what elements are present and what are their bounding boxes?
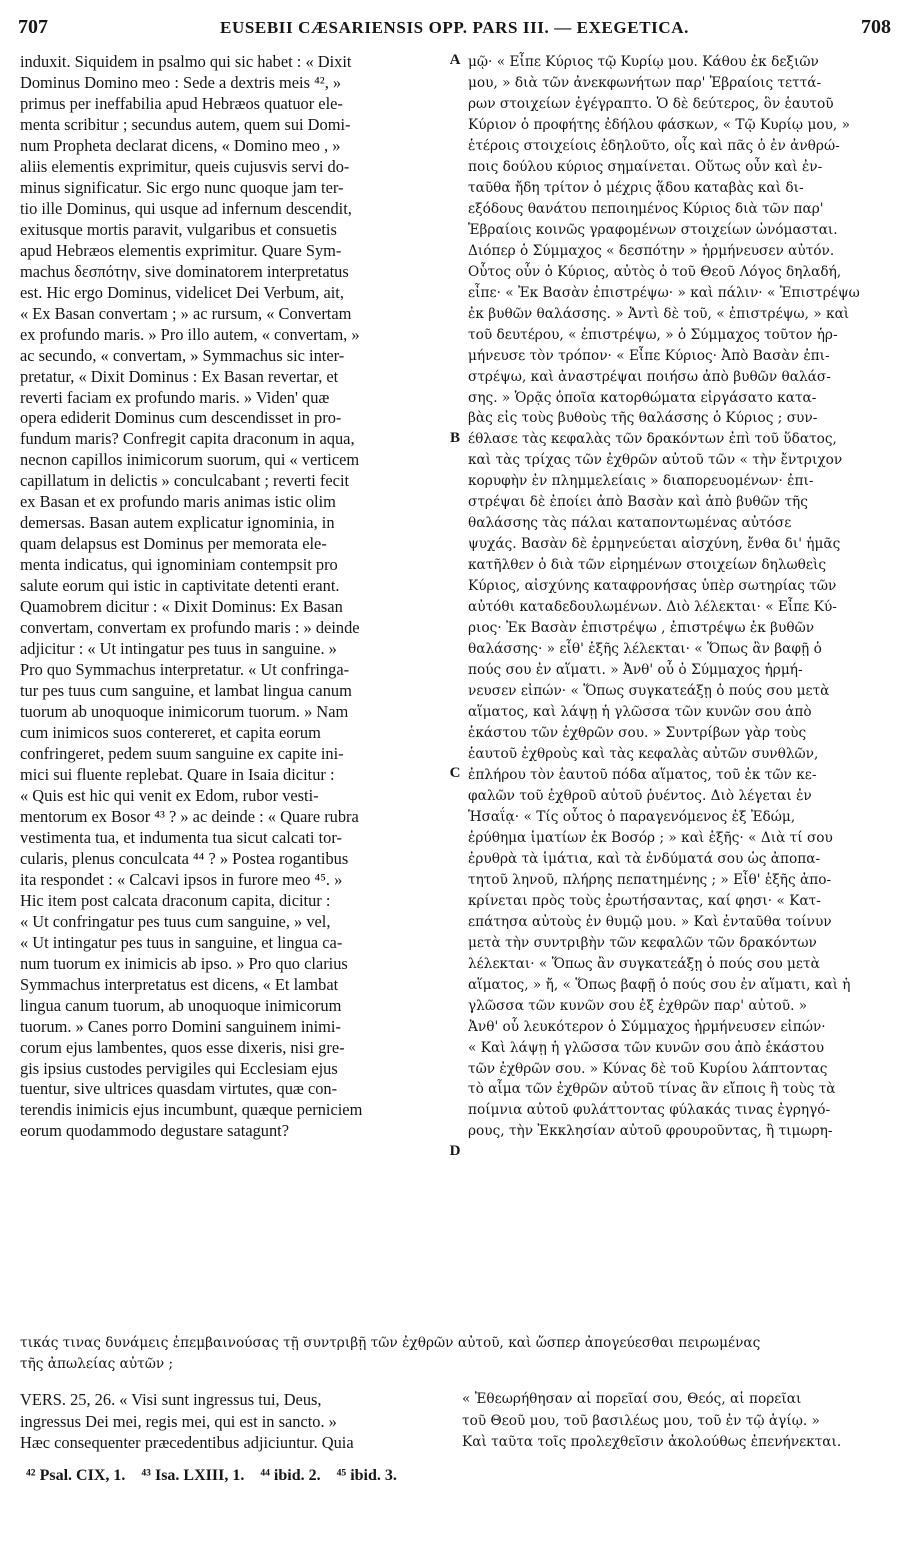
- margin-marker: D: [449, 1142, 461, 1159]
- verse-greek-line: τοῦ Θεοῦ μου, τοῦ βασιλέως μου, τοῦ ἐν τῷ ἁγίῳ. »: [462, 1412, 820, 1429]
- latin-text-line: primus per ineffabilia apud Hebræos quatuor ele-: [20, 93, 343, 113]
- greek-text-line: Κύριος, αἰσχύνης καταφρονήσας ὑπὲρ σωτηρίας τῶν: [468, 578, 837, 595]
- footnote: ⁴⁴ ibid. 2.: [260, 1467, 321, 1484]
- full-width-text-line: τῆς ἀπωλείας αὐτῶν ;: [20, 1356, 174, 1372]
- page-number-right: 708: [861, 16, 891, 38]
- latin-text-line: « Ut confringatur pes tuus cum sanguine, » vel,: [20, 911, 331, 931]
- greek-text-line: ψυχάς. Βασὰν δὲ ἑρμηνεύεται αἰσχύνη, ἔνθα δι' ἡμᾶς: [468, 536, 841, 553]
- greek-text-line: πούς σου ἐν αἵματι. » Ἀνθ' οὗ ὁ Σύμμαχος ἡρμή-: [468, 662, 803, 679]
- greek-text-line: νευσεν εἰπών· « Ὅπως συγκατεάξῃ ὁ πούς σου μετὰ: [468, 683, 830, 700]
- greek-text-line: ἐκ βυθῶν θαλάσσης. » Ἀντὶ δὲ τοῦ, « ἐπιστρέψω, » καὶ: [468, 305, 850, 322]
- verse-latin-line: ingressus Dei mei, regis mei, qui est in sancto. »: [20, 1411, 337, 1431]
- verse-greek-line: « Ἐθεωρήθησαν αἱ πορεῖαί σου, Θεός, αἱ πορεῖαι: [462, 1391, 802, 1407]
- latin-text-line: tur pes tuus cum sanguine, et lambat lingua canum: [20, 681, 352, 701]
- greek-text-line: αἵματος, καὶ λάψῃ ἡ γλῶσσα τῶν κυνῶν σου ἀπὸ: [468, 704, 812, 721]
- latin-text-line: reverti faciam ex profundo maris. » Viden' quæ: [20, 387, 330, 407]
- latin-text-line: cularis, plenus conculcata ⁴⁴ ? » Postea rogantibus: [20, 848, 349, 868]
- greek-text-line: λέλεκται· « Ὅπως ἂν συγκατεάξῃ ὁ πούς σου μετὰ: [468, 955, 820, 972]
- latin-text-line: menta scribitur ; secundus autem, quem sui Domi-: [20, 114, 351, 134]
- latin-text-line: Hic item post calcata draconum capita, dicitur :: [20, 890, 331, 910]
- verse-latin-line: VERS. 25, 26. « Visi sunt ingressus tui, Deus,: [20, 1390, 322, 1409]
- greek-text-line: ποις δούλου κύριος σημαίνεται. Οὕτως οὖν καὶ ἐν-: [468, 158, 823, 175]
- margin-marker: B: [449, 429, 460, 446]
- latin-text-line: confringeret, pedem suum sanguine ex capite ini-: [20, 743, 344, 763]
- latin-text-line: ita respondet : « Calcavi ipsos in furore meo ⁴⁵. »: [20, 869, 343, 889]
- latin-text-line: salute eorum qui istic in captivitate detenti erant.: [20, 576, 340, 596]
- latin-text-line: minus significatur. Sic ergo nunc quoque jam ter-: [20, 177, 344, 197]
- latin-text-line: fundum maris? Confregit capita draconum in aqua,: [20, 429, 355, 449]
- greek-text-line: τητοῦ ληνοῦ, πλήρης πεπατημένης ; » Εἶθ' ἑξῆς ἀπο-: [468, 871, 832, 888]
- greek-text-line: στρέψαι δὲ ἐποίει ἀπὸ Βασὰν καὶ ἀπὸ βυθῶν τῆς: [468, 494, 808, 511]
- latin-text-line: corum ejus lambentes, quos esse dixeris, nisi gre-: [20, 1037, 345, 1057]
- greek-text-line: Ἡσαΐᾳ· « Τίς οὗτος ὁ παραγενόμενος ἐξ Ἐδώμ,: [468, 808, 796, 825]
- latin-text-line: quam delapsus est Dominus per memorata ele-: [20, 534, 327, 554]
- greek-text-line: σης. » Ὁρᾷς ὁποῖα κατορθώματα εἰργάσατο κατα-: [468, 389, 817, 406]
- latin-text-line: demersas. Basan autem explicatur ignominia, in: [20, 513, 335, 533]
- latin-text-line: convertam, convertam ex profundo maris : » deinde: [20, 618, 360, 638]
- latin-text-line: num Propheta declarat dicens, « Domino meo , »: [20, 135, 341, 155]
- verse-greek-line: Καὶ ταῦτα τοῖς προλεχθεῖσιν ἀκολούθως ἐπενήνεκται.: [462, 1434, 842, 1450]
- greek-text-line: ρων στοιχείων ἐγέγραπτο. Ὁ δὲ δεύτερος, ὃν ἑαυτοῦ: [468, 95, 834, 112]
- greek-text-line: ταῦθα ἤδη τρίτον ὁ μέχρις ᾅδου καταβὰς καὶ δι-: [468, 179, 804, 196]
- greek-text-line: ρους, τὴν Ἐκκλησίαν αὐτοῦ φρουροῦντας, ἢ τιμωρη-: [468, 1123, 833, 1140]
- greek-text-line: τοῦ δευτέρου, « ἐπιστρέψω, » ὁ Σύμμαχος τοῦτον ἡρ-: [468, 326, 838, 343]
- greek-text-line: μῷ· « Εἶπε Κύριος τῷ Κυρίῳ μου. Κάθου ἐκ δεξιῶν: [468, 54, 819, 70]
- footnotes: [26, 1465, 896, 1487]
- latin-text-line: est. Hic ergo Dominus, videlicet Dei Verbum, ait,: [20, 282, 344, 302]
- latin-text-line: necnon capillos inimicorum suorum, qui « verticem: [20, 450, 360, 470]
- latin-text-line: pretatur, « Dixit Dominus : Ex Basan revertar, et: [20, 366, 339, 386]
- latin-text-line: vestimenta tua, et indumenta tua sicut calcati tor-: [20, 827, 342, 847]
- full-width-text: [20, 1333, 896, 1375]
- margin-marker: C: [449, 765, 461, 782]
- greek-text-line: « Καὶ λάψῃ ἡ γλῶσσα τῶν κυνῶν σου ἀπὸ ἑκάστου: [468, 1039, 825, 1056]
- latin-text-line: tio ille Dominus, qui usque ad infernum descendit,: [20, 198, 352, 218]
- greek-text-line: ἐρύθημα ἱματίων ἐκ Βοσόρ ; » καὶ ἑξῆς· « Διὰ τί σου: [468, 829, 833, 846]
- page-number-left: 707: [18, 16, 48, 38]
- latin-column: [20, 52, 444, 1142]
- latin-text-line: tuentur, sive ultrices quasdam virtutes, quæ con-: [20, 1079, 338, 1099]
- latin-text-line: « Ut intingatur pes tuus in sanguine, et lingua ca-: [20, 932, 343, 952]
- latin-text-line: ex Basan et ex profundo maris animas istic olim: [20, 492, 336, 512]
- greek-text-line: μου, » διὰ τῶν ἀνεκφωνήτων παρ' Ἑβραίοις τεττά-: [468, 74, 822, 91]
- latin-text-line: opera ediderit Dominus cum descendisset in pro-: [20, 408, 342, 428]
- footnote: ⁴² Psal. CIX, 1.: [26, 1467, 126, 1484]
- greek-text-line: ἐπλήρου τὸν ἑαυτοῦ πόδα αἵματος, τοῦ ἐκ τῶν κε-: [468, 766, 817, 783]
- latin-text-line: « Ex Basan convertam ; » ac rursum, « Convertam: [20, 303, 352, 323]
- margin-marker: A: [449, 52, 461, 68]
- latin-text-line: « Quis est hic qui venit ex Edom, rubor vesti-: [20, 785, 319, 805]
- latin-text-line: ac secundo, « convertam, » Symmachus sic inter-: [20, 345, 345, 365]
- greek-text-line: Διόπερ ὁ Σύμμαχος « δεσπότην » ἡρμήνευσεν αὐτόν.: [468, 242, 835, 259]
- latin-text-line: menta indicatus, qui ignominiam contempsit pro: [20, 555, 338, 575]
- latin-text-line: induxit. Siquidem in psalmo qui sic habet : « Dixit: [20, 52, 352, 71]
- page-header: [18, 16, 891, 50]
- greek-text-line: στρέψω, καὶ ἀναστρέψαι ποιήσω ἀπὸ βυθῶν θαλάσ-: [468, 368, 831, 385]
- greek-text-line: τὸ αἷμα τῶν ἐχθρῶν αὐτοῦ τίνας ἂν εἴποις ἢ τοὺς τὰ: [468, 1081, 836, 1098]
- verse-greek: [462, 1389, 896, 1454]
- latin-text-line: Quamobrem dicitur : « Dixit Dominus: Ex Basan: [20, 597, 343, 617]
- latin-text-line: Pro quo Symmachus interpretatur. « Ut confringa-: [20, 660, 350, 680]
- greek-text-line: μήνευσε τὸν τρόπον· « Εἶπε Κύριος· Ἀπὸ Βασὰν ἐπι-: [468, 347, 830, 364]
- greek-text-line: ποίμνια αὐτοῦ φυλάττοντας φύλακάς τινας ἐγρηγό-: [468, 1102, 831, 1119]
- latin-text-line: gis ipsius custodes pervigiles qui Ecclesiam ejus: [20, 1058, 338, 1078]
- latin-text-line: adjicitur : « Ut intingatur pes tuus in sanguine. »: [20, 639, 337, 659]
- greek-text-line: κρίνεται πρὸς τοὺς ἐρωτήσαντας, καί φησι· « Κατ-: [468, 892, 821, 909]
- greek-text-line: τῶν ἐχθρῶν σου. » Κύνας δὲ τοῦ Κυρίου λάπτοντας: [468, 1060, 828, 1077]
- latin-text-line: tuorum. » Canes porro Domini sanguinem inimi-: [20, 1016, 341, 1036]
- greek-text-line: μετὰ τὴν συντριβὴν τῶν κεφαλῶν τῶν δρακόντων: [468, 934, 817, 951]
- greek-text-line: εξόδους θανάτου πεποιημένος Κύριος διὰ τῶν παρ': [468, 200, 824, 217]
- footnote: ⁴⁵ ibid. 3.: [336, 1467, 397, 1484]
- latin-text-line: terendis inimicis ejus incumbunt, quæque perniciem: [20, 1100, 363, 1120]
- greek-text-line: έθλασε τὰς κεφαλὰς τῶν δρακόντων ἐπὶ τοῦ ὕδατος,: [468, 431, 837, 448]
- footnote: ⁴³ Isa. LXIII, 1.: [141, 1467, 245, 1484]
- latin-text-line: ex profundo maris. » Pro illo autem, « convertam, »: [20, 324, 360, 344]
- greek-text-line: Οὗτος οὖν ὁ Κύριος, αὐτὸς ὁ τοῦ Θεοῦ Λόγος δηλαδή,: [468, 263, 842, 280]
- latin-text-line: lingua canum tuorum, ab unoquoque inimicorum: [20, 995, 342, 1015]
- greek-text-line: εἶπε· « Ἐκ Βασὰν ἐπιστρέψω· » καὶ πάλιν· « Ἐπιστρέψω: [468, 284, 860, 301]
- greek-text-line: θαλάσσης· » εἶθ' ἑξῆς λέλεκται· « Ὅπως ἂν βαφῇ ὁ: [468, 641, 822, 658]
- greek-column: [468, 52, 896, 1142]
- latin-text-line: tuorum ab unoquoque inimicorum tuorum. » Nam: [20, 702, 349, 722]
- running-title: EUSEBII CÆSARIENSIS OPP. PARS III. — EXEGETICA.: [220, 18, 689, 37]
- full-width-text-line: τικάς τινας δυνάμεις ἐπεμβαινούσας τῇ συντριβῇ τῶν ἐχθρῶν αὐτοῦ, καὶ ὥσπερ ἀπογεύεσθαι πειρωμένας: [20, 1335, 761, 1351]
- greek-text-line: αὐτόθι καταδεδουλωμένων. Διὸ λέλεκται· « Εἶπε Κύ-: [468, 599, 837, 616]
- latin-text-line: cum inimicos suos contereret, et capita eorum: [20, 723, 321, 742]
- greek-text-line: ἑαυτοῦ ἐχθροὺς καὶ τὰς κεφαλὰς αὐτῶν συνθλῶν,: [468, 745, 819, 762]
- verse-latin: [20, 1389, 450, 1454]
- greek-text-line: κατῆλθεν ὁ διὰ τῶν εἰρημένων στοιχείων δηλωθεὶς: [468, 557, 827, 574]
- greek-text-line: ἑκάστου τῶν ἐχθρῶν σου. » Συντρίβων γὰρ τοὺς: [468, 725, 807, 741]
- latin-text-line: Dominus Domino meo : Sede a dextris meis ⁴², »: [20, 72, 342, 92]
- latin-text-line: eorum quodammodo degustare satagunt?: [20, 1121, 290, 1141]
- latin-text-line: mentorum ex Bosor ⁴³ ? » ac deinde : « Quare rubra: [20, 806, 359, 826]
- latin-text-line: mici sui fluente replebat. Quare in Isaia dicitur :: [20, 764, 335, 784]
- greek-text-line: κορυφὴν ἐν πλημμελείαις » διαπορευομένων· ἐπι-: [468, 473, 814, 490]
- greek-text-line: Κύριον ὁ προφήτης ἐδήλου φάσκων, « Τῷ Κυρίῳ μου, »: [468, 116, 850, 133]
- latin-text-line: machus δεσπότην, sive dominatorem interpretatus: [20, 261, 349, 281]
- latin-text-line: Symmachus interpretatus est dicens, « Et lambat: [20, 974, 339, 994]
- greek-text-line: καὶ τὰς τρίχας τῶν ἐχθρῶν αὐτοῦ τῶν « τὴν ἔντριχον: [468, 452, 843, 469]
- greek-text-line: αἵματος, » ἤ, « Ὅπως βαφῇ ὁ πούς σου ἐν αἵματι, καὶ ἡ: [468, 976, 851, 993]
- greek-text-line: θαλάσσης τὰς πάλαι καταποντωμένας αὐτόσε: [468, 515, 792, 532]
- greek-text-line: ριος· Ἐκ Βασὰν ἐπιστρέψω , ἐπιστρέψω ἐκ βυθῶν: [468, 620, 815, 637]
- verse-latin-line: Hæc consequenter præcedentibus adjiciuntur. Quia: [20, 1433, 354, 1452]
- greek-text-line: φαλῶν τοῦ ἐχθροῦ αὐτοῦ ῥυέντος. Διὸ λέγεται ἐν: [468, 787, 812, 804]
- latin-text-line: exitusque mortis paravit, vulgaribus et consuetis: [20, 219, 337, 239]
- greek-text-line: βὰς εἰς τοὺς βυθοὺς τῆς θαλάσσης ὁ Κύριος ; συν-: [468, 410, 818, 427]
- greek-text-line: γλῶσσα τῶν κυνῶν σου ἐξ ἐχθρῶν παρ' αὐτοῦ. »: [468, 997, 808, 1014]
- greek-text-line: ἑτέροις στοιχείοις ἐδηλοῦτο, οἷς καὶ πᾶς ὁ ἐν ἀνθρώ-: [468, 137, 840, 154]
- latin-text-line: aliis elementis exprimitur, queis cujusvis servi do-: [20, 156, 350, 176]
- greek-text-line: επάτησα αὐτοὺς ἐν θυμῷ μου. » Καὶ ἐνταῦθα τοίνυν: [468, 913, 832, 930]
- latin-text-line: num tuorum ex inimicis ab ipso. » Pro quo clarius: [20, 953, 348, 973]
- greek-text-line: ἐρυθρὰ τὰ ἱμάτια, καὶ τὰ ἐνδύματά σου ὡς ἀποπα-: [468, 850, 821, 867]
- latin-text-line: capillatum in delictis » conculcabant ; reverti fecit: [20, 471, 350, 491]
- latin-text-line: apud Hebræos elementis exprimitur. Quare Sym-: [20, 240, 342, 260]
- greek-text-line: Ἀνθ' οὗ λευκότερον ὁ Σύμμαχος ἡρμήνευσεν εἰπών·: [468, 1018, 826, 1035]
- greek-text-line: Ἑβραίοις κοινῶς γραφομένων στοιχείων ὠνόμασται.: [468, 221, 838, 238]
